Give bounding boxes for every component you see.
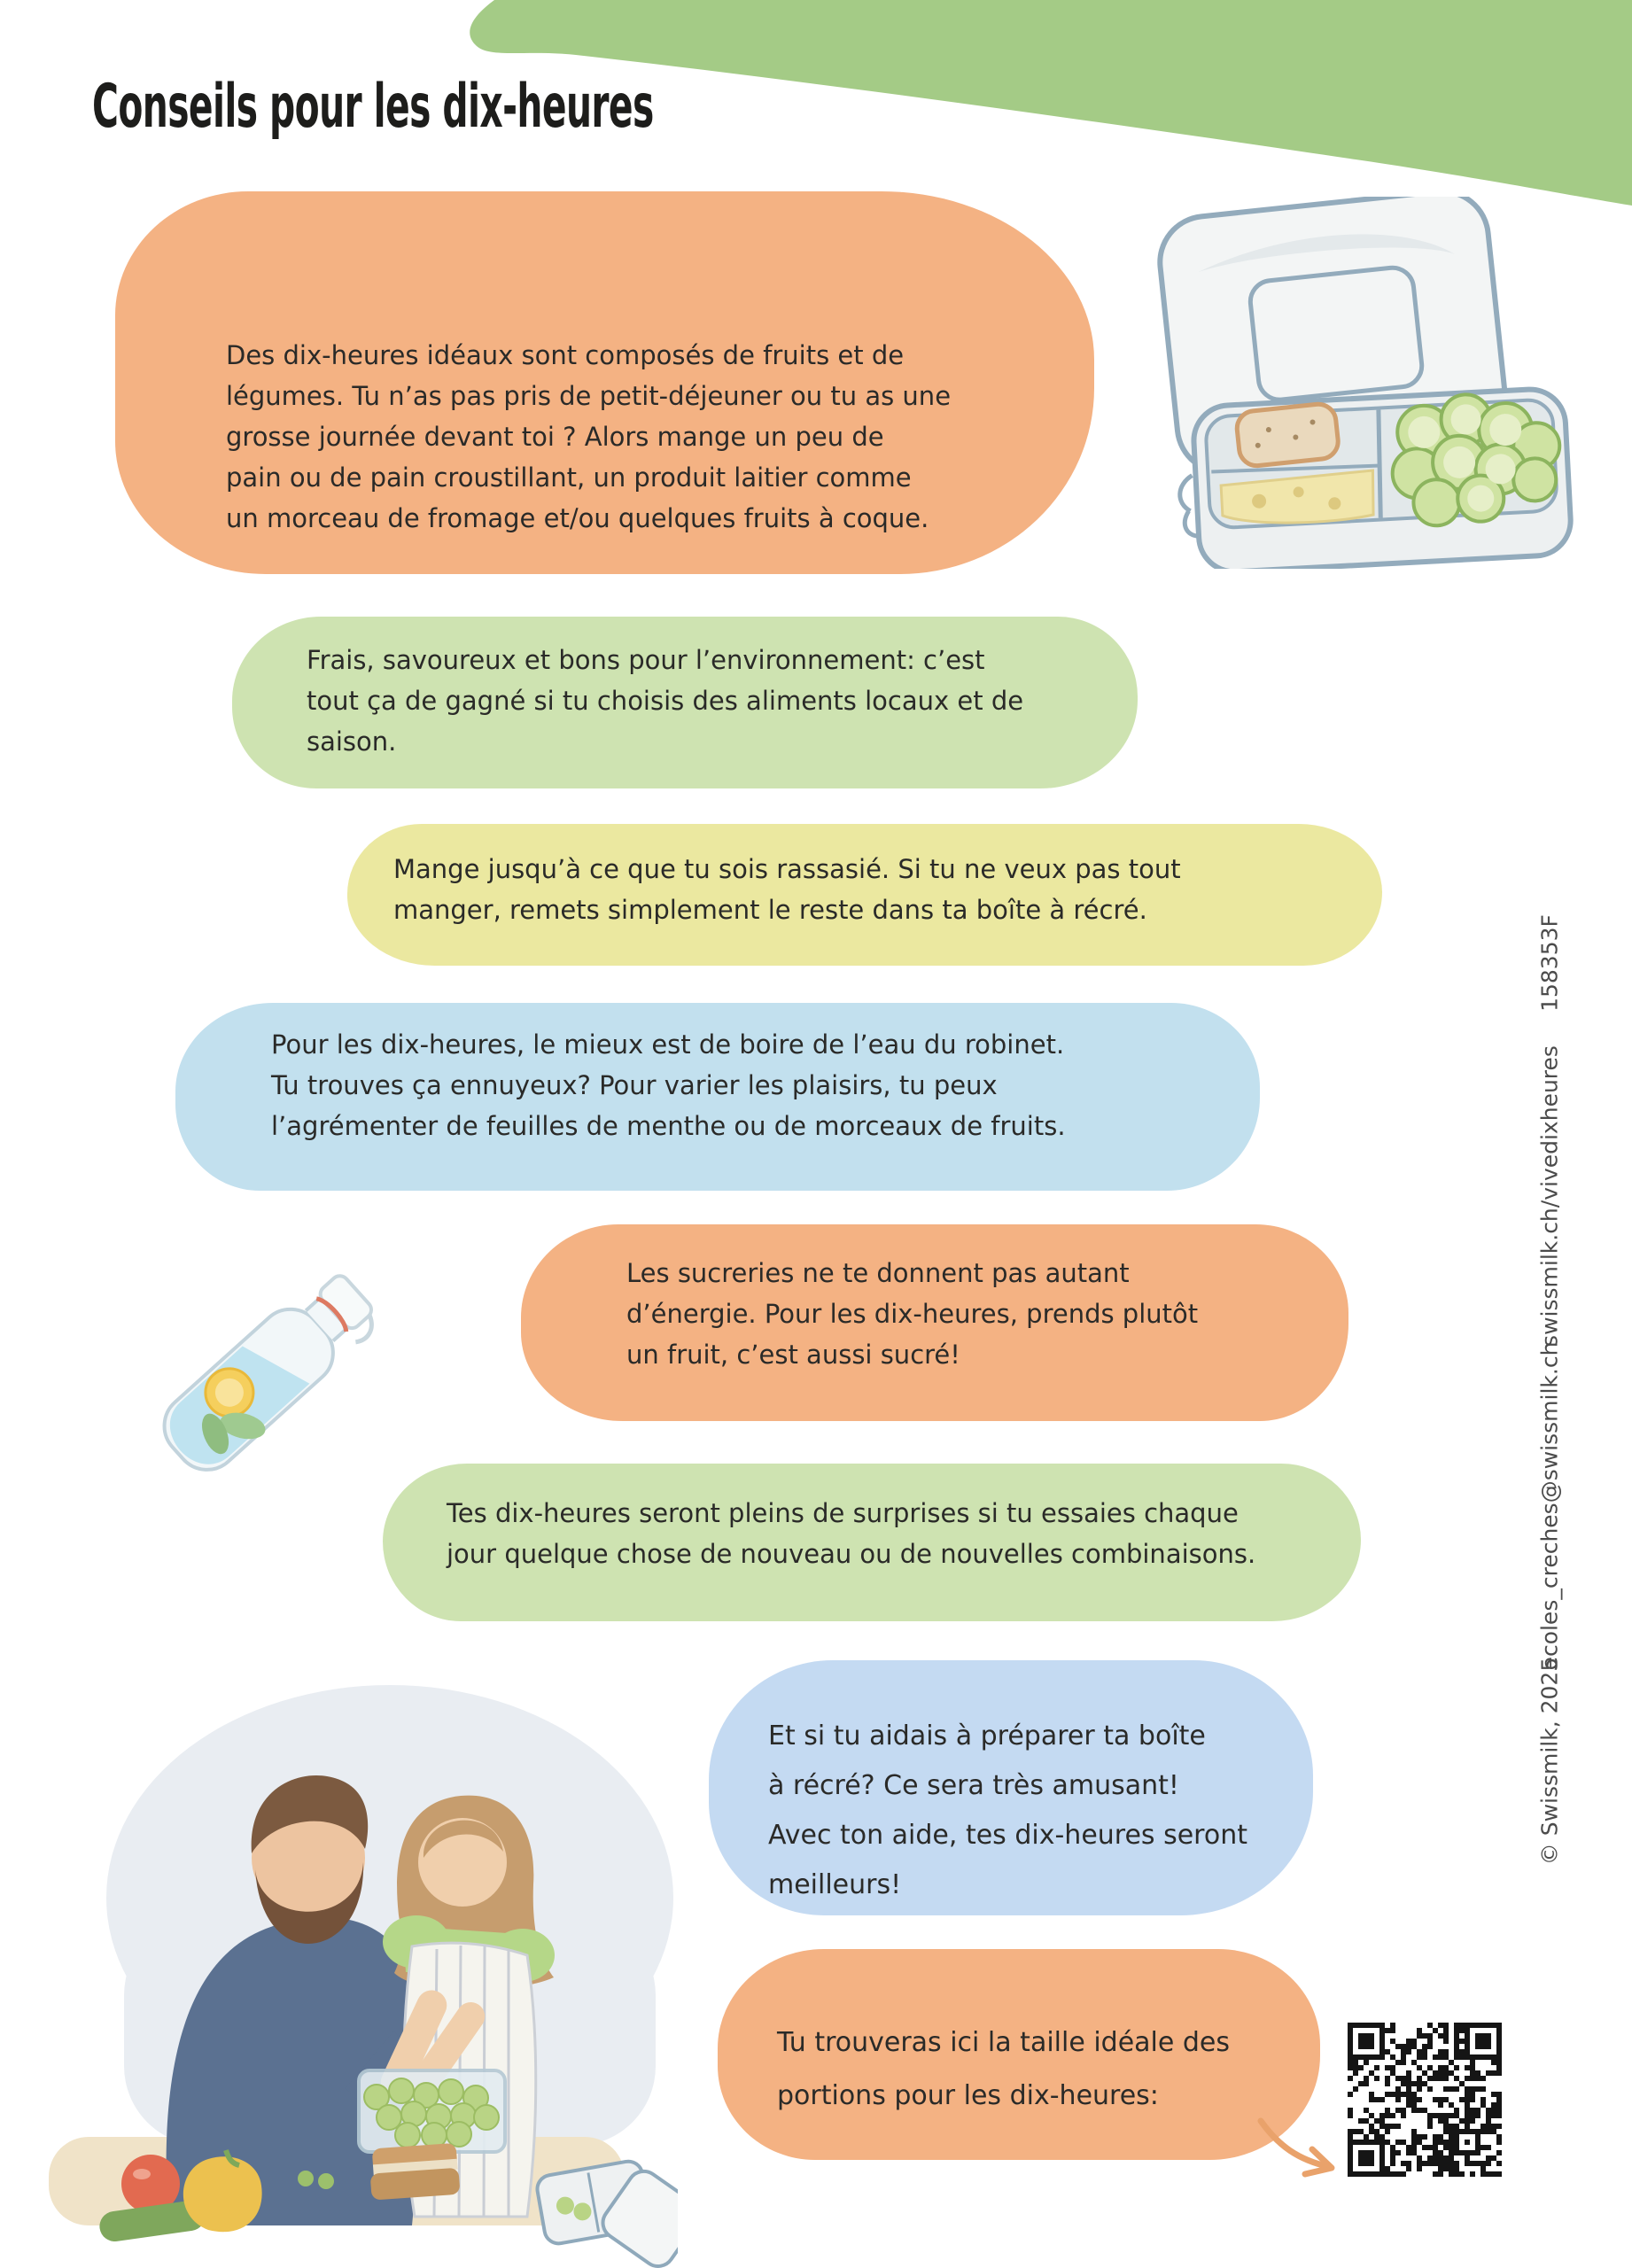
text-line: d’énergie. Pour les dix-heures, prends plutôt: [626, 1299, 1199, 1329]
text-line: portions pour les dix-heures:: [777, 2080, 1159, 2111]
text-line: meilleurs!: [768, 1869, 902, 1900]
text-line: Et si tu aidais à préparer ta boîte: [768, 1720, 1206, 1751]
text-line: manger, remets simplement le reste dans ta boîte à récré.: [393, 895, 1147, 925]
bubble-drink-water-text: [271, 1024, 1066, 1146]
text-line: l’agrémenter de feuilles de menthe ou de morceaux de fruits.: [271, 1111, 1066, 1141]
text-line: Les sucreries ne te donnent pas autant: [626, 1258, 1130, 1288]
text-line: Frais, savoureux et bons pour l’environnement: c’est: [307, 645, 985, 675]
page-title: Conseils pour les dix-heures: [92, 72, 654, 142]
text-line: Tu trouves ça ennuyeux? Pour varier les plaisirs, tu peux: [271, 1070, 998, 1100]
text-line: Tes dix-heures seront pleins de surprises si tu essaies chaque: [447, 1498, 1239, 1528]
bubble-help-prepare-text: [768, 1712, 1247, 1910]
text-line: Avec ton aide, tes dix-heures seront: [768, 1820, 1247, 1851]
email-label: ecoles_creches@swissmilk.ch: [1536, 1341, 1563, 1671]
text-line: un morceau de fromage et/ou quelques fruits à coque.: [226, 503, 929, 533]
bubble-local-seasonal-text: [307, 640, 1023, 762]
family-cooking-illustration: [44, 1650, 678, 2268]
text-line: un fruit, c’est aussi sucré!: [626, 1340, 960, 1370]
lunchbox-illustration: [1107, 197, 1608, 569]
text-line: saison.: [307, 726, 397, 757]
text-line: pain ou de pain croustillant, un produit laitier comme: [226, 462, 912, 493]
text-line: Pour les dix-heures, le mieux est de boire de l’eau du robinet.: [271, 1029, 1065, 1060]
text-line: à récré? Ce sera très amusant!: [768, 1770, 1179, 1801]
website-label: swissmilk.ch/vivedixheures: [1536, 1045, 1563, 1347]
text-line: tout ça de gagné si tu choisis des aliments locaux et de: [307, 686, 1024, 716]
bubble-portions-text: [777, 2016, 1230, 2123]
text-line: jour quelque chose de nouveau ou de nouvelles combinaisons.: [447, 1539, 1256, 1569]
bubble-ideal-snack-text: [226, 335, 951, 539]
text-line: Mange jusqu’à ce que tu sois rassasié. Si tu ne veux pas tout: [393, 854, 1181, 884]
doc-number-label: 158353F: [1536, 914, 1563, 1012]
text-line: Des dix-heures idéaux sont composés de fruits et de: [226, 340, 905, 370]
text-line: légumes. Tu n’as pas pris de petit-déjeuner ou tu as une: [226, 381, 952, 411]
text-line: grosse journée devant toi ? Alors mange un peu de: [226, 422, 884, 452]
text-line: Tu trouveras ici la taille idéale des: [777, 2027, 1230, 2058]
copyright-label: © Swissmilk, 2025: [1536, 1657, 1563, 1866]
qr-code: [1348, 2023, 1502, 2177]
water-bottle-illustration: [102, 1236, 412, 1528]
bubble-variety-text: [447, 1493, 1255, 1574]
bubble-eat-until-full-text: [393, 849, 1181, 930]
arrow-down-right-icon: [1254, 2116, 1347, 2179]
bubble-sweets-text: [626, 1253, 1198, 1375]
